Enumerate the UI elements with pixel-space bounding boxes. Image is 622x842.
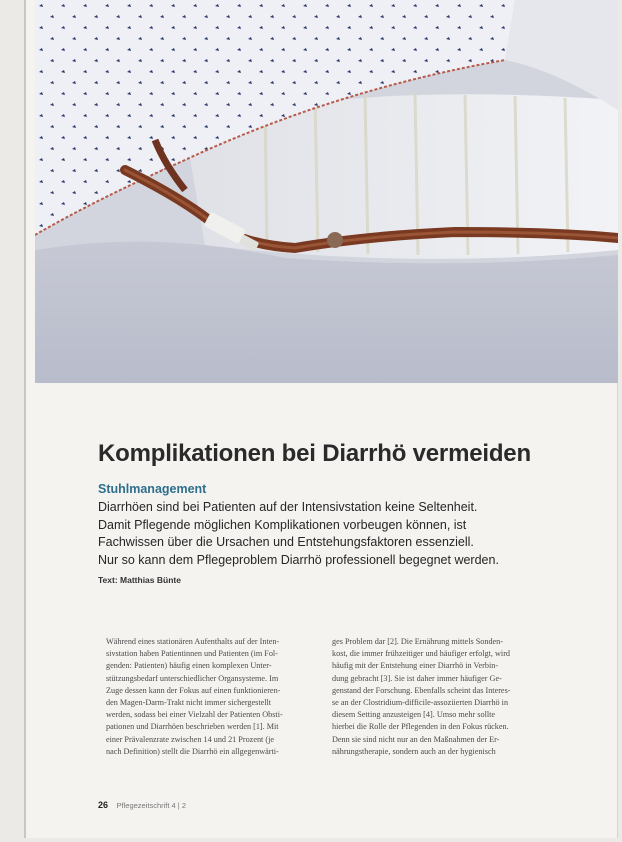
article-lead bbox=[98, 499, 568, 569]
lead-line: Diarrhöen sind bei Patienten auf der Intensivstation keine Seltenheit. bbox=[98, 500, 478, 514]
article-title: Komplikationen bei Diarrhö vermeiden bbox=[98, 440, 531, 467]
publication-name: Pflegezeitschrift 4 | 2 bbox=[116, 801, 187, 810]
body-line: genden: Patienten) häufig einen komplexen Unter- bbox=[106, 661, 272, 671]
magazine-page bbox=[24, 0, 618, 838]
lead-line: Fachwissen über die Ursachen und Entstehungsfaktoren essenziell. bbox=[98, 535, 474, 549]
body-line: häufig mit der Entstehung einer Diarrhö in Verbin- bbox=[332, 661, 499, 671]
body-line: werden, sodass bei einer Vielzahl der Patienten Obsti- bbox=[106, 710, 283, 720]
page-footer bbox=[98, 800, 186, 810]
body-line: genstand der Forschung. Ebenfalls scheint das Interes- bbox=[332, 685, 511, 695]
body-line: nach Definition) stellt die Diarrhö ein allgegenwärti- bbox=[106, 746, 279, 756]
body-line: Denn sie sind nicht nur an den Maßnahmen der Er- bbox=[332, 734, 500, 744]
body-line: pationen und Diarrhöen beschrieben werden [1]. Mit bbox=[106, 722, 279, 732]
body-line: Zuge dessen kann der Fokus auf einen funktionieren- bbox=[106, 685, 281, 695]
lead-line: Nur so kann dem Pflegeproblem Diarrhö professionell begegnet werden. bbox=[98, 552, 499, 567]
page-number: 26 bbox=[98, 800, 109, 810]
body-column-left bbox=[106, 636, 314, 758]
body-line: Während eines stationären Aufenthalts auf der Inten- bbox=[106, 637, 280, 646]
body-line: se an der Clostridium-difficile-assoziierten Diarrhö in bbox=[332, 698, 509, 708]
lead-line: Damit Pflegende möglichen Komplikationen vorbeugen können, ist bbox=[98, 517, 467, 532]
body-line: stützungsbedarf unterschiedlicher Organsysteme. Im bbox=[106, 673, 279, 683]
body-line: nährungstherapie, sondern auch an der hygienisch bbox=[332, 746, 496, 756]
body-line: hierbei die Rolle der Pflegenden in den Fokus rücken. bbox=[332, 722, 509, 732]
bed-tube-illustration bbox=[35, 0, 618, 383]
body-line: sivstation haben Patientinnen und Patienten (im Fol- bbox=[106, 649, 278, 659]
body-line: diesem Setting anzusteigen [4]. Umso mehr sollte bbox=[332, 710, 496, 720]
body-column-right bbox=[332, 636, 540, 758]
article-subheading: Stuhlmanagement bbox=[98, 482, 207, 496]
body-line: dung gebracht [3]. Sie ist daher immer häufiger Ge- bbox=[332, 673, 502, 683]
body-line: einer Prävalenzrate zwischen 14 und 21 Prozent (je bbox=[106, 734, 275, 744]
body-line: den Magen-Darm-Trakt nicht immer sichergestellt bbox=[106, 698, 272, 708]
body-line: kost, die immer frühzeitiger und häufiger erfolgt, wird bbox=[332, 649, 511, 659]
author-byline: Text: Matthias Bünte bbox=[98, 575, 181, 585]
body-line: ges Problem dar [2]. Die Ernährung mittels Sonden- bbox=[332, 637, 503, 646]
article-photo bbox=[35, 0, 618, 383]
